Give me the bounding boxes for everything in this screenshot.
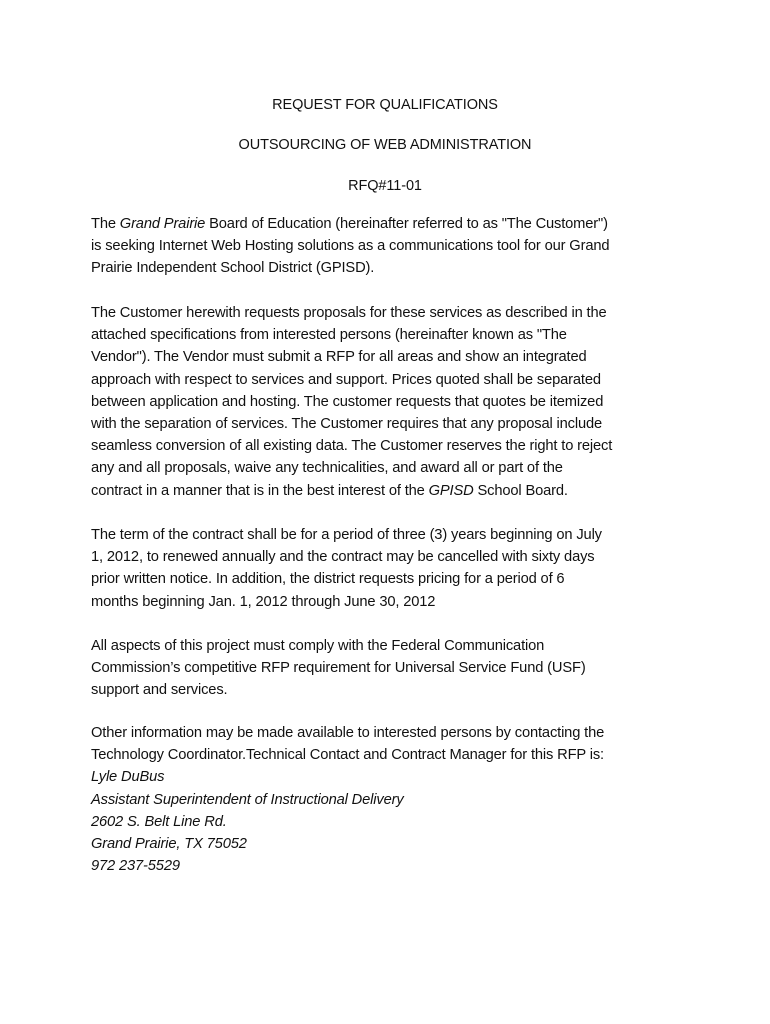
text-line: months beginning Jan. 1, 2012 through June 30, 2012 [91,593,436,610]
text-line: seamless conversion of all existing data. The Customer reserves the right to reject [91,438,613,455]
text-line: Other information may be made available to interested persons by contacting the [91,725,605,741]
board-name: GPISD [428,482,474,499]
text-line: approach with respect to services and support. Prices quoted shall be separated [91,371,601,388]
compliance-paragraph [91,635,691,702]
contact-name: Lyle DuBus [91,769,165,786]
text-line: between application and hosting. The customer requests that quotes be itemized [91,393,604,410]
contact-phone: 972 237-5529 [91,858,180,875]
text-line: Technology Coordinator.Technical Contact and Contract Manager for this RFP is: [91,747,604,764]
document-title: REQUEST FOR QUALIFICATIONS [272,97,498,113]
contact-paragraph [91,722,691,877]
text-line: Vendor"). The Vendor must submit a RFP for all areas and show an integrated [91,349,587,366]
document-subtitle: OUTSOURCING OF WEB ADMINISTRATION [238,137,532,153]
reference-number: RFQ#11-01 [348,178,422,194]
text-line: Prairie Independent School District (GPISD). [91,260,375,277]
text-line: attached specifications from interested persons (hereinafter known as "The [91,327,567,344]
intro-paragraph [91,213,691,280]
text-line: with the separation of services. The Customer requires that any proposal include [91,416,603,433]
text-line: The term of the contract shall be for a period of three (3) years beginning on July [91,527,602,543]
text-line: prior written notice. In addition, the district requests pricing for a period of 6 [91,571,565,588]
requirements-paragraph [91,302,691,502]
text-line: support and services. [91,682,228,699]
text-line: 1, 2012, to renewed annually and the contract may be cancelled with sixty days [91,549,595,566]
text-line: Commission’s competitive RFP requirement for Universal Service Fund (USF) [91,660,586,677]
text-line: any and all proposals, waive any technicalities, and award all or part of the [91,460,563,477]
contact-street: 2602 S. Belt Line Rd. [91,813,227,830]
contact-city: Grand Prairie, TX 75052 [91,836,247,853]
text-line: is seeking Internet Web Hosting solutions as a communications tool for our Grand [91,238,610,255]
contract-term-paragraph [91,524,691,613]
text-line: contract in a manner that is in the best interest of the GPISD School Board. [91,482,568,499]
contact-role: Assistant Superintendent of Instructional Delivery [91,791,404,808]
text-line: All aspects of this project must comply with the Federal Communication [91,638,545,654]
district-name: Grand Prairie [119,216,206,232]
text-line: The Customer herewith requests proposals for these services as described in the [91,305,607,321]
text-line: The Grand Prairie Board of Education (hereinafter referred to as "The Customer") [91,216,608,232]
